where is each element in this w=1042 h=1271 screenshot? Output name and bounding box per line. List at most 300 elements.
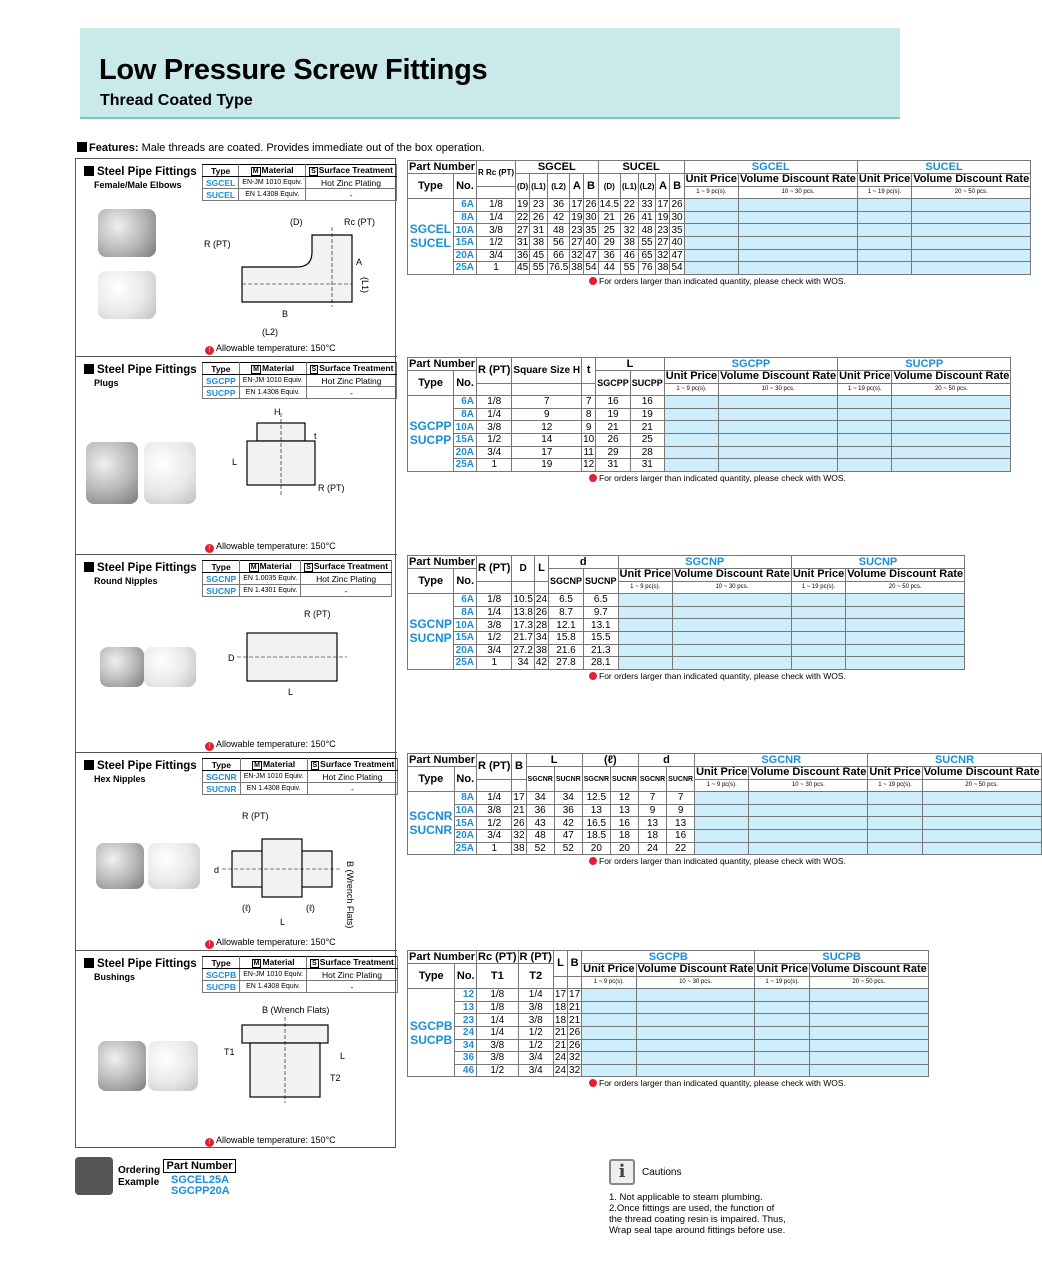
diagram-label: T2 (330, 1073, 341, 1083)
value-cell: 35 (671, 224, 683, 236)
section-title: Steel Pipe Fittings (84, 166, 197, 178)
value-cell: 15.8 (549, 631, 584, 644)
value-cell: 34 (526, 792, 554, 805)
product-photo (144, 647, 196, 687)
value-cell: 12.1 (549, 619, 584, 632)
volume-header: Volume Discount Rate (673, 568, 790, 581)
qty-range: 10 ~ 30 pcs. (719, 383, 838, 396)
value-cell: 41 (638, 211, 656, 224)
table-row (408, 433, 1011, 446)
value-cell: 27 (657, 237, 669, 249)
section-left-1 (76, 357, 397, 555)
value-cell: 17 (513, 792, 525, 804)
price-header: SUCNP (791, 556, 964, 569)
value-cell: 17 (554, 989, 567, 1001)
mt-material: EN 1.4308 Equiv. (239, 189, 306, 201)
no-cell: 6A (454, 594, 477, 607)
mt-type: SGCNP (203, 573, 240, 585)
product-photo (86, 442, 138, 504)
value-cell: 23 (530, 199, 548, 212)
no-cell: 20A (453, 249, 476, 262)
value-cell: 17 (569, 989, 581, 1001)
value-cell: 21 (569, 1002, 581, 1014)
volume-header: Volume Discount Rate (750, 766, 867, 779)
value-cell: 29 (596, 446, 631, 459)
value-cell: 1/4 (518, 989, 553, 1002)
diagram-label: R (PT) (304, 609, 331, 619)
volume-header: Volume Discount Rate (893, 370, 1010, 383)
volume-header: Volume Discount Rate (913, 173, 1030, 186)
thread-header: R (PT) (477, 556, 512, 582)
no-cell: 6A (454, 396, 477, 409)
unit-price-header: Unit Price (696, 766, 748, 779)
qty-range: 20 ~ 50 pcs. (922, 779, 1041, 792)
type-header: Type (408, 767, 455, 792)
type-header: Type (408, 569, 454, 594)
table-row (408, 989, 929, 1002)
qty-range: 1 ~ 9 pc(s). (664, 383, 718, 396)
type-header: Type (408, 964, 455, 989)
value-cell: 3/8 (477, 1052, 519, 1065)
value-cell: 32 (569, 1065, 581, 1077)
qty-range: 1 ~ 19 pc(s). (755, 976, 809, 989)
no-header: No. (454, 569, 477, 594)
mt-surface: - (306, 189, 397, 201)
value-cell: 21.7 (513, 632, 533, 644)
value-cell: 21 (554, 1027, 567, 1039)
spec-table-3: Part Number R (PT) B L (ℓ) d SGCNR SUCNR Type No. SGCNR SUCNR SGCNR SUCNR SGCNR SUCNR Unit Price Volume Discount Rate Unit Price Volume Discount Rate 1 ~ 9 pc(s). 10 ~ 30 pcs. 1 ~ 19 pc(s). 20 ~ 50 pcs. SGCNR SUCNR 8A 1/4 17 34 34 12.5 12 7 7 10A 3/8 21 36 36 13 13 9 9 15A 1/2 26 43 42 16.5 16 13 13 20A 3/4 32 48 47 18.5 18 18 16 25A 1 38 52 52 20 20 24 22 (409, 754, 1040, 854)
value-cell: 26 (569, 1027, 581, 1039)
diagram-label: L (340, 1051, 346, 1061)
value-cell: 3/4 (518, 1052, 553, 1065)
value-cell: 21 (554, 1039, 567, 1051)
value-cell: 16 (596, 396, 631, 409)
value-cell: 34 (535, 632, 548, 644)
value-cell: 13 (667, 817, 695, 830)
product-photo (98, 1041, 146, 1091)
qty-range: 1 ~ 19 pc(s). (857, 186, 911, 199)
value-cell: 3/4 (477, 249, 516, 262)
unit-price-header: Unit Price (685, 173, 737, 186)
value-cell: 7 (667, 792, 695, 805)
value-cell: 17 (571, 199, 583, 211)
value-cell: 21 (598, 211, 620, 224)
value-cell: 1/4 (477, 211, 516, 224)
dim-header: t (582, 358, 596, 384)
mt-type-header: Type (203, 363, 240, 375)
value-cell: 65 (638, 249, 656, 262)
allowable-temperature: ! Allowable temperature: 150°C (205, 937, 336, 949)
table-row (408, 459, 1011, 472)
value-cell: 26 (596, 433, 631, 446)
value-cell: 55 (530, 262, 548, 275)
mt-material: EN-JM 1010 Equiv. (240, 969, 307, 981)
value-cell: 6.5 (549, 594, 584, 607)
value-cell: 21 (630, 421, 664, 434)
series-header: SGCEL (516, 161, 599, 174)
value-cell: 9.7 (584, 606, 619, 619)
value-cell: 18.5 (582, 829, 610, 842)
diagram-label: L (288, 687, 294, 697)
value-cell: 28 (535, 619, 548, 631)
type-cell: SGCNP SUCNP (408, 594, 454, 670)
section-left-0 (76, 159, 397, 357)
value-cell: 1 (477, 262, 516, 275)
cautions-list (609, 1192, 789, 1236)
value-cell: 20 (582, 842, 610, 855)
no-cell: 15A (454, 817, 476, 830)
mt-material: EN 1.4308 Equiv. (240, 981, 307, 993)
value-cell: 9 (582, 421, 596, 434)
section-title: Steel Pipe Fittings (84, 760, 197, 772)
value-cell: 48 (547, 224, 569, 237)
ordering-label: Ordering Example (118, 1165, 161, 1188)
qty-range: 1 ~ 9 pc(s). (684, 186, 738, 199)
type-cell: SGCNR SUCNR (408, 792, 455, 855)
table-row (408, 199, 1031, 212)
value-cell: 38 (657, 262, 669, 274)
qty-range: 10 ~ 30 pcs. (672, 581, 791, 594)
value-cell: 38 (513, 842, 525, 854)
value-cell: 52 (554, 842, 582, 855)
no-header: No. (453, 174, 476, 199)
value-cell: 1/4 (477, 792, 512, 805)
value-cell: 28 (630, 446, 664, 459)
t1-header: T1 (477, 964, 519, 989)
mt-material: EN 1.4308 Equiv. (240, 783, 307, 795)
no-cell: 23 (455, 1014, 477, 1027)
mt-surface: - (307, 783, 398, 795)
dim-header: L (553, 951, 567, 977)
diagram-label: R (PT) (318, 483, 345, 493)
value-cell: 3/4 (518, 1064, 553, 1077)
qty-range: 1 ~ 19 pc(s). (791, 581, 845, 594)
value-cell: 47 (554, 829, 582, 842)
value-cell: 16.5 (582, 817, 610, 830)
value-cell: 3/4 (477, 829, 512, 842)
value-cell: 19 (517, 199, 529, 211)
value-cell: 36 (517, 249, 529, 261)
cautions-title: Cautions (642, 1167, 682, 1178)
value-cell: 19 (630, 408, 664, 421)
value-cell: 3/8 (477, 421, 512, 434)
dimension-diagram (202, 207, 392, 342)
price-header: SGCNP (618, 556, 791, 569)
mt-surface-header: S Surface Treatment (306, 363, 397, 375)
value-cell: 26 (530, 211, 548, 224)
no-cell: 10A (453, 224, 476, 237)
dimension-diagram (202, 999, 392, 1134)
no-cell: 15A (454, 433, 477, 446)
value-cell: 8 (582, 408, 596, 421)
value-cell: 1 (477, 842, 512, 855)
value-cell: 18 (554, 1002, 567, 1014)
diagram-label: L (280, 917, 286, 927)
dimension-diagram (202, 603, 392, 738)
value-cell: 18 (554, 1014, 567, 1026)
value-cell: 45 (517, 262, 529, 274)
value-cell: 16 (611, 817, 639, 830)
mt-type: SGCPP (203, 375, 240, 387)
price-header: SUCPB (755, 951, 928, 964)
mt-type: SUCPB (203, 981, 240, 993)
mt-material: EN 1.4301 Equiv. (240, 585, 301, 597)
section-subtitle: Female/Male Elbows (94, 180, 182, 190)
value-cell: 24 (554, 1052, 567, 1064)
note-icon (589, 672, 597, 680)
value-cell: 24 (554, 1065, 567, 1077)
info-icon: i (609, 1159, 635, 1185)
value-cell: 46 (621, 249, 639, 262)
product-photo (100, 647, 144, 687)
section-subtitle: Bushings (94, 972, 136, 982)
value-cell: 10.5 (513, 594, 533, 606)
value-cell: 18 (611, 829, 639, 842)
qty-range: 20 ~ 50 pcs. (846, 581, 965, 594)
product-photo (148, 843, 200, 889)
note-icon (589, 1079, 597, 1087)
part-number-header: Part Number (409, 754, 476, 766)
mt-surface: - (306, 387, 397, 399)
qty-range: 10 ~ 30 pcs. (749, 779, 868, 792)
value-cell: 24 (638, 842, 666, 855)
type-cell: SGCPB SUCPB (408, 989, 455, 1077)
caution-item: 2.Once fittings are used, the function of the thread coating resin is impaired. Thus, Wrap seal tape around fittings before use. (609, 1203, 786, 1236)
qty-range: 1 ~ 19 pc(s). (868, 779, 922, 792)
product-photo (144, 442, 196, 504)
value-cell: 9 (667, 804, 695, 817)
order-note: For orders larger than indicated quantity, please check with WOS. (589, 671, 846, 681)
page-subtitle: Thread Coated Type (100, 92, 253, 109)
value-cell: 14 (512, 433, 582, 446)
unit-price-header: Unit Price (665, 370, 718, 383)
value-cell: 7 (638, 792, 666, 805)
volume-header: Volume Discount Rate (847, 568, 964, 581)
table-row (408, 657, 965, 670)
value-cell: 23 (657, 224, 669, 236)
spec-table-4 (407, 950, 929, 1077)
mt-surface: Hot Zinc Plating (307, 771, 398, 783)
no-cell: 20A (454, 644, 477, 657)
qty-range: 10 ~ 30 pcs. (738, 186, 857, 199)
mt-material: EN-JM 1010 Equiv. (239, 375, 306, 387)
value-cell: 55 (638, 236, 656, 249)
value-cell: 1/8 (477, 396, 512, 409)
value-cell: 21 (513, 805, 525, 817)
value-cell: 40 (585, 237, 597, 249)
table-row (408, 1026, 929, 1039)
value-cell: 38 (621, 236, 639, 249)
value-cell: 52 (526, 842, 554, 855)
mt-material-header: M Material (240, 561, 301, 573)
value-cell: 29 (598, 236, 620, 249)
section-left-2 (76, 555, 397, 753)
value-cell: 1/8 (477, 1001, 519, 1014)
value-cell: 1/2 (477, 236, 516, 249)
value-cell: 1/2 (477, 1064, 519, 1077)
value-cell: 28.1 (584, 657, 619, 670)
volume-header: Volume Discount Rate (637, 963, 754, 976)
diagram-label: R (PT) (242, 811, 269, 821)
diagram-label: B (282, 309, 289, 319)
mt-type: SUCEL (203, 189, 239, 201)
type-cell: SGCPP SUCPP (408, 396, 454, 472)
volume-header: Volume Discount Rate (720, 370, 837, 383)
diagram-label: R (PT) (204, 239, 231, 249)
part-number-header: Part Number (409, 951, 476, 963)
mt-surface: Hot Zinc Plating (306, 177, 397, 189)
mt-type: SGCEL (203, 177, 239, 189)
diagram-label: D (228, 653, 235, 663)
value-cell: 3/8 (518, 1014, 553, 1027)
table-row (408, 396, 1011, 409)
value-cell: 12 (583, 459, 595, 471)
section-title: Steel Pipe Fittings (84, 364, 197, 376)
value-cell: 38 (535, 644, 548, 656)
table-row (408, 236, 1031, 249)
value-cell: 32 (513, 830, 525, 842)
value-cell: 27 (517, 224, 529, 236)
unit-price-header: Unit Price (756, 963, 808, 976)
table-row (408, 1014, 929, 1027)
value-cell: 21.3 (584, 644, 619, 657)
value-cell: 36 (554, 804, 582, 817)
material-table (202, 362, 397, 399)
value-cell: 13.1 (584, 619, 619, 632)
product-list-box (75, 158, 396, 1148)
price-header: SUCNR (868, 754, 1041, 767)
diagram-label: H (274, 407, 281, 417)
value-cell: 44 (598, 262, 620, 275)
diagram-label: (L1) (360, 277, 370, 294)
note-icon (589, 857, 597, 865)
value-cell: 55 (621, 262, 639, 275)
value-cell: 1/2 (518, 1026, 553, 1039)
value-cell: 7 (512, 396, 582, 409)
product-photo (148, 1041, 198, 1091)
value-cell: 21.6 (549, 644, 584, 657)
warning-icon: ! (205, 346, 214, 355)
no-cell: 6A (453, 199, 476, 212)
diagram-label: (D) (290, 217, 303, 227)
value-cell: 6.5 (584, 594, 619, 607)
price-header: SGCEL (684, 161, 857, 174)
value-cell: 27.8 (549, 657, 584, 670)
value-cell: 10 (583, 434, 595, 446)
warning-icon: ! (205, 742, 214, 751)
thread-header: R (PT) (477, 754, 512, 780)
value-cell: 1/8 (477, 594, 512, 607)
table-row (408, 446, 1011, 459)
value-cell: 18 (638, 829, 666, 842)
section-left-4 (76, 951, 397, 1149)
value-cell: 22 (621, 199, 639, 212)
table-row (408, 644, 965, 657)
value-cell: 38 (571, 262, 583, 274)
diagram-label: t (314, 431, 317, 441)
material-table (202, 560, 392, 597)
value-cell: 31 (596, 459, 631, 472)
value-cell: 56 (547, 236, 569, 249)
page-title: Low Pressure Screw Fittings (99, 54, 488, 86)
value-cell: 1/4 (477, 408, 512, 421)
table-row (408, 606, 965, 619)
value-cell: 34 (512, 657, 534, 670)
dim-header: L (526, 754, 582, 767)
value-cell: 48 (526, 829, 554, 842)
thread-header: R Rc (PT) (477, 161, 516, 187)
value-cell: 13 (611, 804, 639, 817)
value-cell: 42 (554, 817, 582, 830)
no-cell: 10A (454, 421, 477, 434)
mt-type: SUCPP (203, 387, 240, 399)
diagram-label: A (356, 257, 363, 267)
ordering-logo-icon (75, 1157, 113, 1195)
dim-header: (ℓ) (582, 754, 638, 767)
no-cell: 25A (454, 657, 477, 670)
ordering-part-number-header: Part Number (163, 1159, 236, 1173)
diagram-label: (L2) (262, 327, 279, 337)
table-row (408, 842, 1042, 855)
mt-surface-header: S Surface Treatment (301, 561, 392, 573)
value-cell: 1/2 (477, 817, 512, 830)
warning-icon: ! (205, 940, 214, 949)
value-cell: 40 (671, 237, 683, 249)
value-cell: 32 (621, 224, 639, 237)
diagram-label: B (Wrench Flats) (262, 1005, 330, 1015)
type-header: Type (408, 371, 454, 396)
unit-price-header: Unit Price (858, 173, 911, 186)
value-cell: 14.5 (599, 199, 620, 211)
value-cell: 36 (526, 804, 554, 817)
price-header: SGCPB (582, 951, 755, 964)
value-cell: 15.5 (584, 631, 619, 644)
mt-material-header: M Material (239, 165, 306, 177)
value-cell: 36 (547, 199, 569, 212)
features-line (77, 142, 485, 154)
order-note: For orders larger than indicated quantity, please check with WOS. (589, 1078, 846, 1088)
thread-header: Rc (PT) (478, 951, 517, 963)
table-row (408, 1052, 929, 1065)
section-left-3 (76, 753, 397, 951)
value-cell: 3/8 (518, 1001, 553, 1014)
value-cell: 17.3 (513, 619, 533, 631)
price-header: SUCEL (857, 161, 1030, 174)
dim-header: d (549, 556, 619, 569)
mt-type-header: Type (203, 165, 239, 177)
table-row (408, 619, 965, 632)
dim-header: B (568, 951, 582, 977)
value-cell: 3/8 (477, 224, 516, 237)
value-cell: 13.8 (513, 607, 533, 619)
allowable-temperature: ! Allowable temperature: 150°C (205, 541, 336, 553)
t2-header: T2 (518, 964, 553, 989)
no-header: No. (455, 964, 477, 989)
value-cell: 3/8 (477, 619, 512, 632)
value-cell: 20 (611, 842, 639, 855)
table-row (408, 594, 965, 607)
value-cell: 48 (638, 224, 656, 237)
mt-surface-header: S Surface Treatment (306, 165, 397, 177)
mt-material-header: M Material (240, 759, 307, 771)
price-header: SGCNR (695, 754, 868, 767)
value-cell: 47 (671, 249, 683, 261)
value-cell: 3/4 (477, 446, 512, 459)
value-cell: 26 (569, 1039, 581, 1051)
spec-table-0: Part Number R Rc (PT) SGCEL SUCEL SGCEL SUCEL Type No. (D) (L1) (L2) A B (D) (L1) (L2) A B Unit Price Volume Discount Rate Unit Price Volume Discount Rate 1 ~ 9 pc(s). 10 ~ 30 pcs. 1 ~ 19 pc(s). 20 ~ 50 pcs. SGCEL SUCEL 6A 1/8 19 23 36 17 26 14.5 22 33 17 26 8A 1/4 22 26 42 19 30 21 26 41 19 30 10A 3/8 27 31 48 23 35 25 32 48 23 35 15A 1/2 31 38 56 27 40 29 38 55 27 40 20A 3/4 36 45 66 32 47 36 46 65 32 47 25A 1 45 55 76.5 38 54 44 55 76 38 54 (409, 161, 1030, 274)
value-cell: 3/8 (477, 1039, 519, 1052)
part-number-header: Part Number (409, 161, 476, 173)
